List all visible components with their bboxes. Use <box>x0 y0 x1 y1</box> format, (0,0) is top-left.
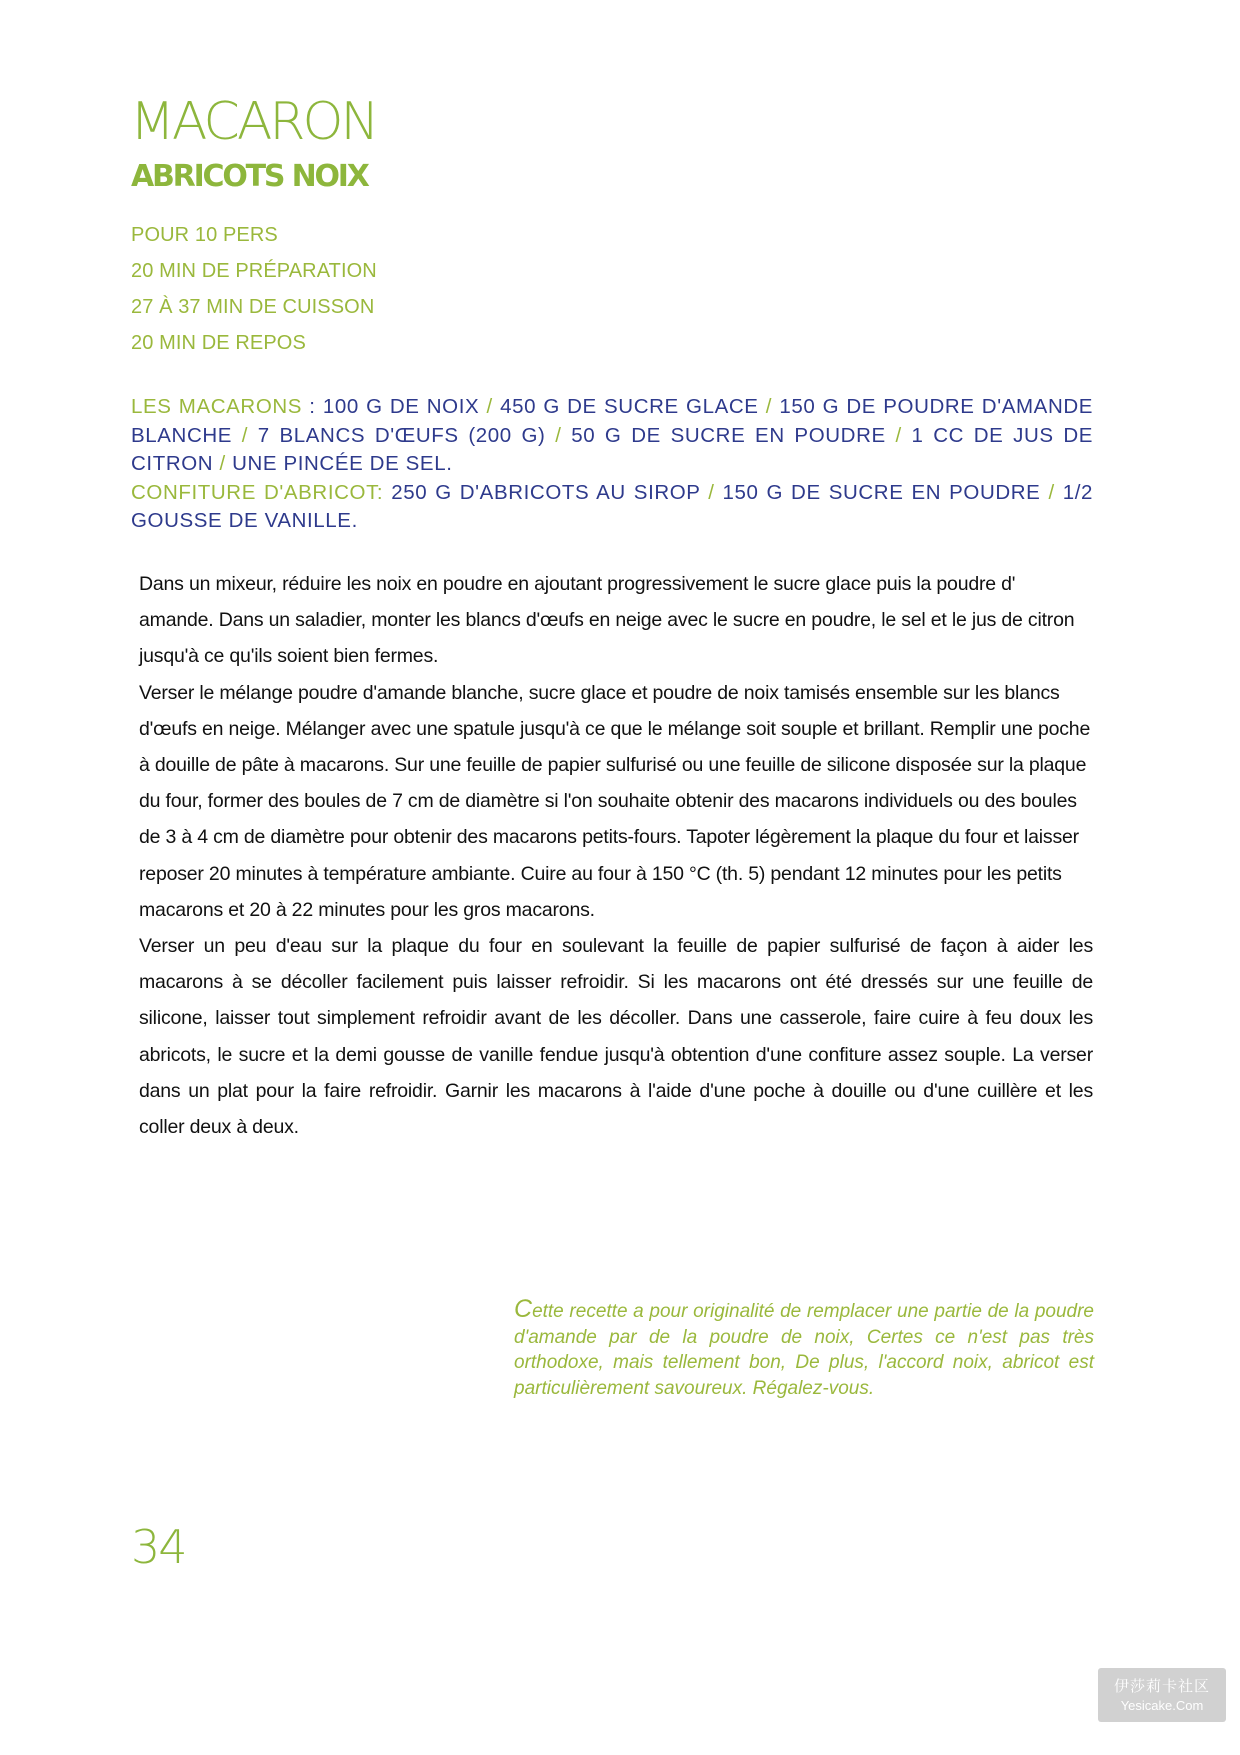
instruction-paragraph: Verser un peu d'eau sur la plaque du four en soulevant la feuille de papier sulfurisé de façon à aider les macarons à se décoller facilement puis laisser refroidir. Si les macarons ont été dressés sur une feuille de silicone, laisser tout simplement refroidir avant de les décoller. Dans une casserole, faire cuire à feu doux les abricots, le sucre et la demi gousse de vanille fendue jusqu'à obtention d'une confiture assez souple. La verser dans un plat pour la faire refroidir. Garnir les macarons à l'aide d'une poche à douille ou d'une cuillère et les coller deux à deux. <box>139 935 1093 1139</box>
note-dropcap: C <box>514 1295 533 1323</box>
watermark-text: 伊莎莉卡社区 <box>1113 1678 1210 1695</box>
chef-note <box>514 1297 1094 1401</box>
instructions-block <box>139 566 1093 1145</box>
ingredient-item: 1/2 GOUSSE DE VANILLE. <box>131 480 1094 532</box>
recipe-subtitle: ABRICOTS NOIX <box>131 159 368 194</box>
ingredients-macarons: LES MACARONS : 100 G DE NOIX / 450 G DE SUCRE GLACE / 150 G DE POUDRE D'AMANDE BLANCHE / 7 BLANCS D'ŒUFS (200 G) / 50 G DE SUCRE EN POUDRE / 1 CC DE JUS DE CITRON / UNE PINCÉE DE SEL. <box>131 395 1094 475</box>
recipe-title: MACARON <box>130 92 377 152</box>
ingredient-item: 450 G DE SUCRE GLACE <box>500 395 759 418</box>
instruction-paragraph: Dans un mixeur, réduire les noix en poudre en ajoutant progressivement le sucre glace puis la poudre d' amande. Dans un saladier, monter les blancs d'œufs en neige avec le sucre en poudre, le sel et le jus de citron jusqu'à ce qu'ils soient bien fermes. <box>139 573 1075 668</box>
ingredient-item: 1 CC DE JUS DE CITRON <box>131 423 1094 475</box>
ingredient-item: 150 G DE SUCRE EN POUDRE <box>722 480 1041 504</box>
ingredients-macarons-label: LES MACARONS <box>131 395 303 418</box>
watermark-logo <box>1098 1668 1226 1722</box>
prep-time: 20 MIN DE PRÉPARATION <box>131 260 377 282</box>
ingredient-item: UNE PINCÉE DE SEL. <box>232 452 453 475</box>
watermark-url: Yesicake.Com <box>1120 1698 1204 1713</box>
recipe-meta-list <box>131 222 377 366</box>
rest-time: 20 MIN DE REPOS <box>131 332 306 354</box>
servings: POUR 10 PERS <box>131 224 278 246</box>
note-text: ette recette a pour originalité de remplacer une partie de la poudre d'amande par de la poudre de noix, Certes ce n'est pas très orthodoxe, mais tellement bon, De plus, l'accord noix, abricot est particulièrement savoureux. Régalez-vous. <box>514 1301 1094 1399</box>
ingredient-item: 7 BLANCS D'ŒUFS (200 G) <box>257 423 546 447</box>
ingredient-item: 50 G DE SUCRE EN POUDRE <box>571 423 886 447</box>
ingredients-confiture-label: CONFITURE D'ABRICOT: <box>131 480 384 504</box>
ingredient-item: 150 G DE POUDRE D'AMANDE BLANCHE <box>131 395 1094 447</box>
instruction-paragraph: Verser le mélange poudre d'amande blanche, sucre glace et poudre de noix tamisés ensemble sur les blancs d'œufs en neige. Mélanger avec une spatule jusqu'à ce que le mélange soit souple et brillant. Remplir une poche à douille de pâte à macarons. Sur une feuille de papier sulfurisé ou une feuille de silicone disposée sur la plaque du four, former des boules de 7 cm de diamètre si l'on souhaite obtenir des macarons individuels ou des boules de 3 à 4 cm de diamètre pour obtenir des macarons petits-fours. Tapoter légèrement la plaque du four et laisser reposer 20 minutes à température ambiante. Cuire au four à 150 °C (th. 5) pendant 12 minutes pour les petits macarons et 20 à 22 minutes pour les gros macarons. <box>139 681 1091 921</box>
page-number: 34 <box>131 1520 186 1574</box>
ingredients-block <box>131 393 1093 536</box>
ingredients-confiture: CONFITURE D'ABRICOT: 250 G D'ABRICOTS AU SIROP / 150 G DE SUCRE EN POUDRE / 1/2 GOUSSE DE VANILLE. <box>131 480 1094 532</box>
ingredient-item: 250 G D'ABRICOTS AU SIROP <box>391 480 701 504</box>
cook-time: 27 À 37 MIN DE CUISSON <box>131 296 375 318</box>
ingredient-item: 100 G DE NOIX <box>322 395 480 418</box>
